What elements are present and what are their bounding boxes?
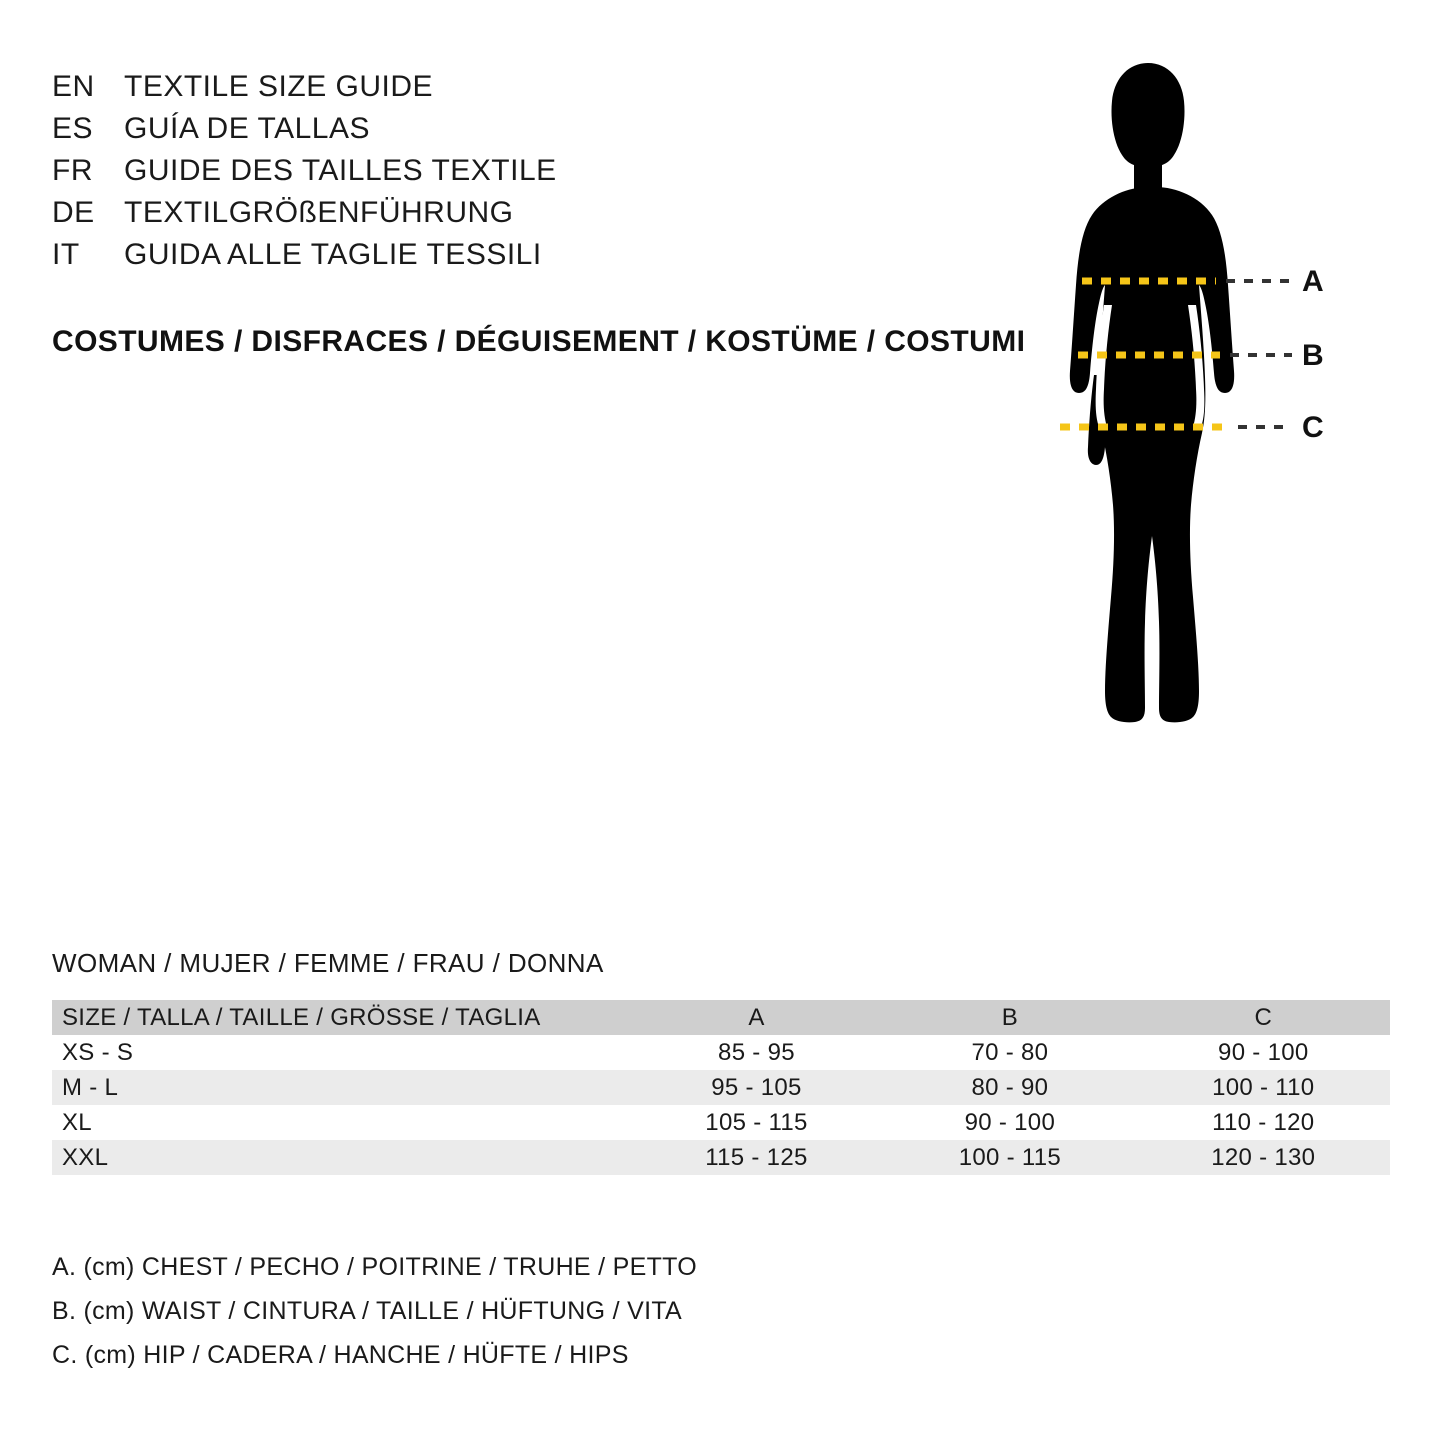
language-text-fr: GUIDE DES TAILLES TEXTILE: [124, 154, 557, 187]
cell-b: 100 - 115: [958, 1143, 1062, 1171]
language-text-it: GUIDA ALLE TAGLIE TESSILI: [124, 238, 542, 271]
measure-label-a: A: [1302, 265, 1324, 298]
cell-c: 120 - 130: [1211, 1143, 1316, 1171]
language-row-es: [52, 112, 1032, 154]
language-list: [52, 70, 1032, 280]
cell-a: 95 - 105: [711, 1073, 802, 1101]
language-row-it: [52, 238, 1032, 280]
language-row-de: [52, 196, 1032, 238]
cell-c: 100 - 110: [1212, 1073, 1315, 1101]
size-table: [52, 1000, 1390, 1175]
table-caption: WOMAN / MUJER / FEMME / FRAU / DONNA: [52, 948, 604, 978]
body-silhouette-icon: [1070, 63, 1234, 722]
size-table-head: [52, 1000, 1390, 1035]
language-text-es: GUÍA DE TALLAS: [124, 112, 370, 145]
cell-c: 90 - 100: [1218, 1038, 1309, 1066]
footnote-waist: B. (cm) WAIST / CINTURA / TAILLE / HÜFTUNG / VITA: [52, 1297, 683, 1325]
col-header-size: SIZE / TALLA / TAILLE / GRÖSSE / TAGLIA: [62, 1003, 541, 1031]
language-row-en: [52, 70, 1032, 112]
language-code-es: ES: [52, 112, 94, 145]
language-code-en: EN: [52, 70, 95, 103]
cell-b: 80 - 90: [971, 1073, 1049, 1101]
cell-size: M - L: [62, 1073, 119, 1101]
language-text-de: TEXTILGRÖßENFÜHRUNG: [124, 196, 514, 229]
cell-b: 70 - 80: [971, 1038, 1049, 1066]
language-code-de: DE: [52, 196, 95, 229]
cell-a: 85 - 95: [718, 1038, 795, 1066]
language-code-fr: FR: [52, 154, 93, 187]
measure-label-c: C: [1302, 411, 1324, 444]
table-row: [52, 1105, 1390, 1140]
cell-a: 115 - 125: [705, 1143, 808, 1171]
cell-c: 110 - 120: [1212, 1108, 1315, 1136]
cell-b: 90 - 100: [964, 1108, 1056, 1136]
language-row-fr: [52, 154, 1032, 196]
footnote-hip: C. (cm) HIP / CADERA / HANCHE / HÜFTE / HIPS: [52, 1341, 629, 1369]
table-row: [52, 1070, 1390, 1105]
cell-size: XS - S: [62, 1038, 134, 1066]
female-silhouette-figure: [1020, 55, 1380, 895]
size-table-body: [52, 1035, 1390, 1175]
cell-a: 105 - 115: [705, 1108, 808, 1136]
footnote-list: [52, 1245, 1152, 1377]
page-subtitle: COSTUMES / DISFRACES / DÉGUISEMENT / KOSTÜME / COSTUMI: [52, 325, 1026, 358]
measure-label-b: B: [1302, 339, 1324, 372]
col-header-b: B: [1001, 1003, 1019, 1031]
col-header-a: A: [748, 1003, 765, 1031]
language-code-it: IT: [52, 238, 80, 271]
cell-size: XXL: [62, 1143, 109, 1171]
table-row: [52, 1140, 1390, 1175]
cell-size: XL: [62, 1108, 92, 1136]
language-text-en: TEXTILE SIZE GUIDE: [124, 70, 434, 103]
table-row: [52, 1035, 1390, 1070]
size-table-header-row: [52, 1000, 1390, 1035]
col-header-c: C: [1254, 1003, 1273, 1031]
footnote-chest: A. (cm) CHEST / PECHO / POITRINE / TRUHE / PETTO: [52, 1253, 698, 1281]
silhouette-svg: [1020, 55, 1380, 895]
